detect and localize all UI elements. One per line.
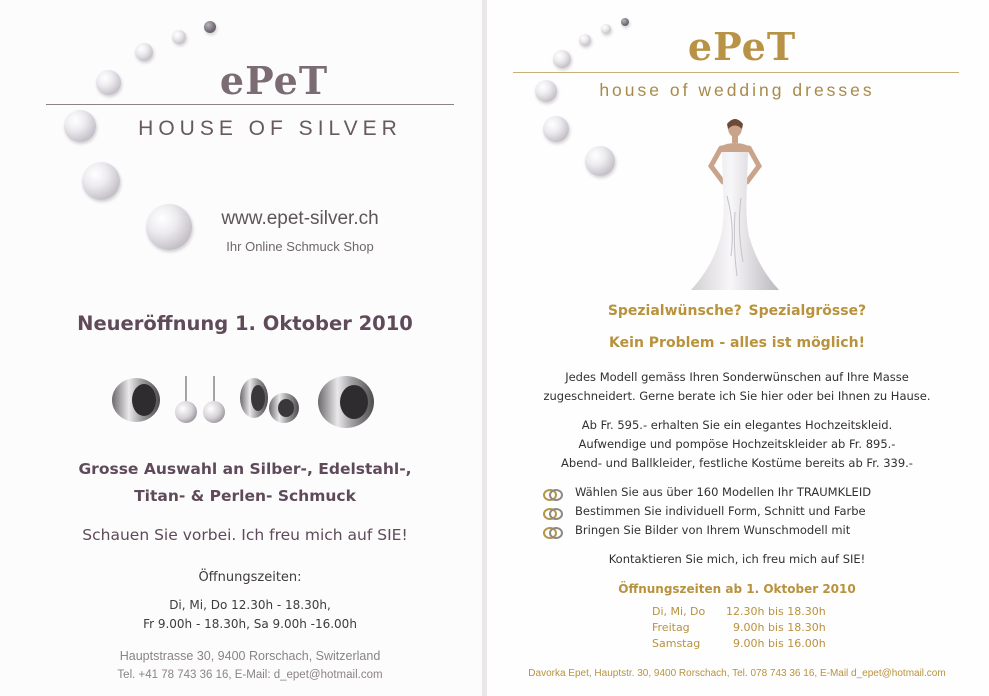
- hours-day: Samstag: [652, 637, 701, 650]
- list-item-text: Bringen Sie Bilder von Ihrem Wunschmodell mit: [575, 523, 851, 537]
- address: Hauptstrasse 30, 9400 Rorschach, Switzerland: [119, 649, 381, 663]
- pearl-icon: [64, 110, 96, 142]
- rings-icon: [543, 525, 561, 537]
- hours-title: Öffnungszeiten ab 1. Oktober 2010: [618, 582, 856, 596]
- contact-info[interactable]: Tel. +41 78 743 36 16, E-Mail: d_epet@hotmail.com: [117, 669, 383, 681]
- assortment-line: Grosse Auswahl an Silber-, Edelstahl-,: [78, 460, 412, 478]
- wedding-flyer: [487, 0, 989, 696]
- visit-invitation: Schauen Sie vorbei. Ich freu mich auf SIE!: [82, 526, 408, 544]
- brand-logo: ePeT: [219, 58, 329, 103]
- pearl-icon: [543, 116, 569, 142]
- footer-contact[interactable]: Davorka Epet, Hauptstr. 30, 9400 Rorschach, Tel. 078 743 36 16, E-Mail d_epet@hotmail.com: [528, 668, 946, 679]
- price-paragraph: [517, 416, 957, 473]
- hours-day: Freitag: [652, 621, 690, 634]
- pearl-icon: [82, 162, 120, 200]
- table-row: [652, 604, 872, 620]
- silver-flyer: [0, 0, 482, 696]
- list-item: [543, 483, 943, 502]
- hours-time: 12.30h bis 18.30h: [726, 605, 826, 618]
- paragraph-line: Aufwendige und pompöse Hochzeitskleider ab Fr. 895.-: [578, 437, 896, 451]
- pearl-icon: [553, 50, 571, 68]
- pearl-icon: [621, 18, 629, 26]
- pearl-icon: [172, 30, 186, 44]
- jewelry-image: [108, 368, 378, 432]
- pearl-icon: [204, 21, 216, 33]
- paragraph-line: Ab Fr. 595.- erhalten Sie ein elegantes Hochzeitskleid.: [581, 418, 893, 432]
- pearl-icon: [146, 204, 192, 250]
- hours-day: Di, Mi, Do: [652, 605, 706, 618]
- pearl-icon: [96, 70, 121, 95]
- paragraph-line: Abend- und Ballkleider, festliche Kostüme bereits ab Fr. 339.-: [561, 456, 913, 470]
- hours-time: 9.00h bis 18.30h: [726, 621, 826, 634]
- pearl-icon: [535, 80, 557, 102]
- divider: [46, 104, 454, 105]
- table-row: [652, 620, 872, 636]
- tagline: house of wedding dresses: [599, 80, 875, 100]
- custom-fit-paragraph: [517, 368, 957, 406]
- feature-list: [543, 483, 943, 540]
- list-item: [543, 521, 943, 540]
- special-requests-heading: Spezialwünsche? Spezialgrösse?: [607, 303, 867, 319]
- list-item: [543, 502, 943, 521]
- hours-list: [80, 596, 420, 634]
- pearl-icon: [135, 43, 153, 61]
- rings-icon: [543, 506, 561, 518]
- shop-subtitle: Ihr Online Schmuck Shop: [226, 239, 374, 254]
- pearl-icon: [579, 34, 591, 46]
- divider: [513, 72, 959, 73]
- hours-line: Fr 9.00h - 18.30h, Sa 9.00h -16.00h: [143, 617, 357, 631]
- paragraph-line: Jedes Modell gemäss Ihren Sonderwünschen auf Ihre Masse: [565, 370, 909, 384]
- bride-image: [687, 116, 782, 292]
- table-row: [652, 636, 872, 652]
- pearl-icon: [601, 24, 611, 34]
- website-url[interactable]: www.epet-silver.ch: [221, 208, 379, 229]
- assortment-line: Titan- & Perlen- Schmuck: [134, 487, 356, 505]
- list-item-text: Wählen Sie aus über 160 Modellen Ihr TRAUMKLEID: [575, 485, 872, 499]
- brand-logo: ePeT: [687, 24, 797, 69]
- no-problem-heading: Kein Problem - alles ist möglich!: [609, 335, 865, 351]
- contact-invitation: Kontaktieren Sie mich, ich freu mich auf SIE!: [608, 552, 866, 566]
- hours-title: Öffnungszeiten:: [198, 570, 302, 585]
- assortment-text: [40, 456, 450, 510]
- hours-line: Di, Mi, Do 12.30h - 18.30h,: [169, 598, 331, 612]
- pearl-icon: [585, 146, 615, 176]
- rings-icon: [543, 487, 561, 499]
- tagline: HOUSE OF SILVER: [138, 117, 402, 140]
- paragraph-line: zugeschneidert. Gerne berate ich Sie hier oder bei Ihnen zu Hause.: [543, 389, 931, 403]
- list-item-text: Bestimmen Sie individuell Form, Schnitt und Farbe: [575, 504, 866, 518]
- hours-time: 9.00h bis 16.00h: [726, 637, 826, 650]
- hours-table: [652, 604, 872, 652]
- opening-headline: Neueröffnung 1. Oktober 2010: [77, 312, 413, 335]
